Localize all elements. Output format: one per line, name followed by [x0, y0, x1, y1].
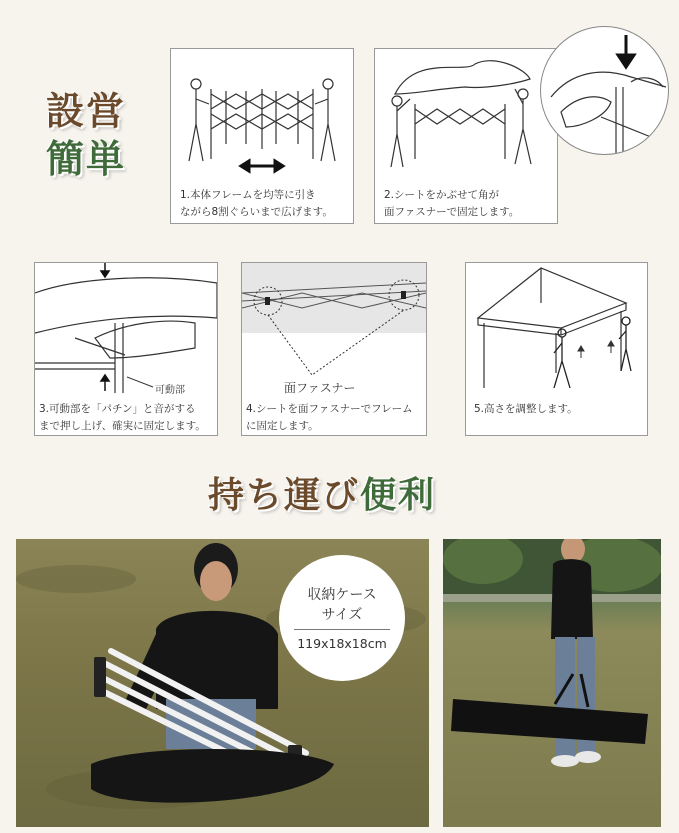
- photo-carrying-bag-scene: [443, 539, 661, 827]
- step-4-callout: 面ファスナー: [284, 381, 356, 395]
- case-size-badge: [279, 555, 405, 681]
- photo-carrying-bag: [443, 539, 661, 827]
- case-size-badge-line1: 収納ケース: [307, 587, 377, 603]
- step-4-illustration: [242, 263, 426, 393]
- step-2-panel: [374, 48, 558, 224]
- detail-hand-illustration: [541, 27, 668, 154]
- step-2-detail-circle: [540, 26, 669, 155]
- setup-title-line1: 設営: [46, 89, 127, 133]
- step-3-panel: [34, 262, 218, 436]
- step-3-caption-line1: 3.可動部を「パチン」と音がする: [39, 403, 196, 415]
- step-3-caption-line2: まで押し上げ、確実に固定します。: [39, 420, 206, 432]
- case-size-badge-line2: サイズ: [321, 607, 363, 623]
- step-2-caption-line1: 2.シートをかぶせて角が: [384, 189, 500, 201]
- carry-title: [208, 467, 436, 518]
- step-1-panel: [170, 48, 354, 224]
- step-2-caption-line2: 面ファスナーで固定します。: [384, 206, 520, 218]
- step-4-panel: [241, 262, 427, 436]
- case-size-badge-divider: [294, 629, 390, 630]
- step-5-illustration: [466, 263, 647, 393]
- case-size-badge-dimensions: 119x18x18cm: [297, 636, 387, 651]
- step-1-illustration: [171, 49, 353, 177]
- step-1-caption-line1: 1.本体フレームを均等に引き: [180, 189, 316, 201]
- setup-title-line2: 簡単: [46, 137, 127, 181]
- step-2-illustration: [375, 49, 557, 177]
- step-3-callout: 可動部: [155, 385, 185, 396]
- carry-title-part1: 持ち運び: [208, 475, 361, 516]
- step-5-caption-line1: 5.高さを調整します。: [474, 403, 578, 415]
- step-3-illustration: [35, 263, 217, 393]
- step-5-panel: [465, 262, 648, 436]
- carry-title-part2: 便利: [360, 475, 437, 516]
- step-4-caption-line2: に固定します。: [246, 420, 319, 432]
- step-1-caption-line2: ながら8割ぐらいまで広げます。: [180, 206, 333, 218]
- step-4-caption-line1: 4.シートを面ファスナーでフレーム: [246, 403, 413, 415]
